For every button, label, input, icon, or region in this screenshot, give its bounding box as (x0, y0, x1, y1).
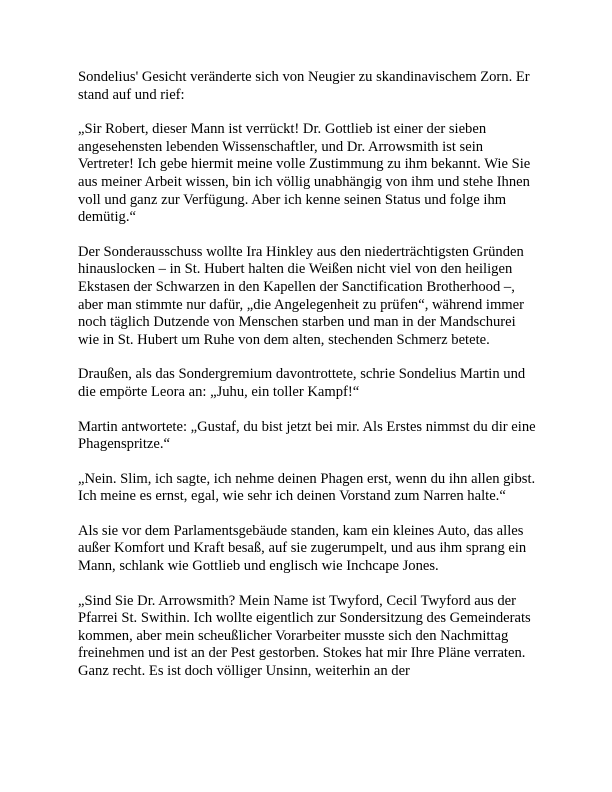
text-body (78, 69, 540, 698)
paragraph-3: Der Sonderausschuss wollte Ira Hinkley aus den niederträchtigsten Gründen hinauslocken – in St. Hubert halten die Weißen nicht viel von den heiligen Ekstasen der Schwarzen in den Kapellen der Sanctification Brotherhood –, aber man stimmte nur dafür, „die Angelegenheit zu prüfen“, während immer noch täglich Dutzende von Menschen starben und man in der Mandschurei wie in St. Hubert um Ruhe von dem alten, stechenden Schmerz betete. (78, 243, 524, 348)
paragraph-4: Draußen, als das Sondergremium davontrottete, schrie Sondelius Martin und die empörte Leora an: „Juhu, ein toller Kampf!“ (78, 366, 526, 400)
paragraph-1: Sondelius' Gesicht veränderte sich von Neugier zu skandinavischem Zorn. Er stand auf und rief: (78, 69, 530, 103)
paragraph-7: Als sie vor dem Parlamentsgebäude standen, kam ein kleines Auto, das alles außer Komfort und Kraft besaß, auf sie zugerumpelt, und aus ihm sprang ein Mann, schlank wie Gottlieb und englisch wie Inchcape Jones. (78, 522, 527, 575)
paragraph-2: „Sir Robert, dieser Mann ist verrückt! Dr. Gottlieb ist einer der sieben angesehensten lebenden Wissenschaftler, und Dr. Arrowsmith ist sein Vertreter! Ich gebe hiermit meine volle Zustimmung zu ihm bekannt. Wie Sie aus meiner Arbeit wissen, bin ich völlig unabhängig von ihm und stehe Ihnen voll und ganz zur Verfügung. Aber ich kenne seinen Status und folge ihm demütig.“ (78, 121, 531, 226)
paragraph-8: „Sind Sie Dr. Arrowsmith? Mein Name ist Twyford, Cecil Twyford aus der Pfarrei St. Swithin. Ich wollte eigentlich zur Sondersitzung des Gemeinderats kommen, aber mein scheußlicher Vorarbeiter musste sich den Nachmittag freinehmen und ist an der Pest gestorben. Stokes hat mir Ihre Pläne verraten. Ganz recht. Es ist doch völliger Unsinn, weiterhin an der (78, 592, 531, 680)
paragraph-6: „Nein. Slim, ich sagte, ich nehme deinen Phagen erst, wenn du ihn allen gibst. Ich meine es ernst, egal, wie sehr ich deinen Vorstand zum Narren halte.“ (78, 470, 536, 505)
paragraph-5: Martin antwortete: „Gustaf, du bist jetzt bei mir. Als Erstes nimmst du dir eine Phagenspritze.“ (78, 418, 536, 453)
